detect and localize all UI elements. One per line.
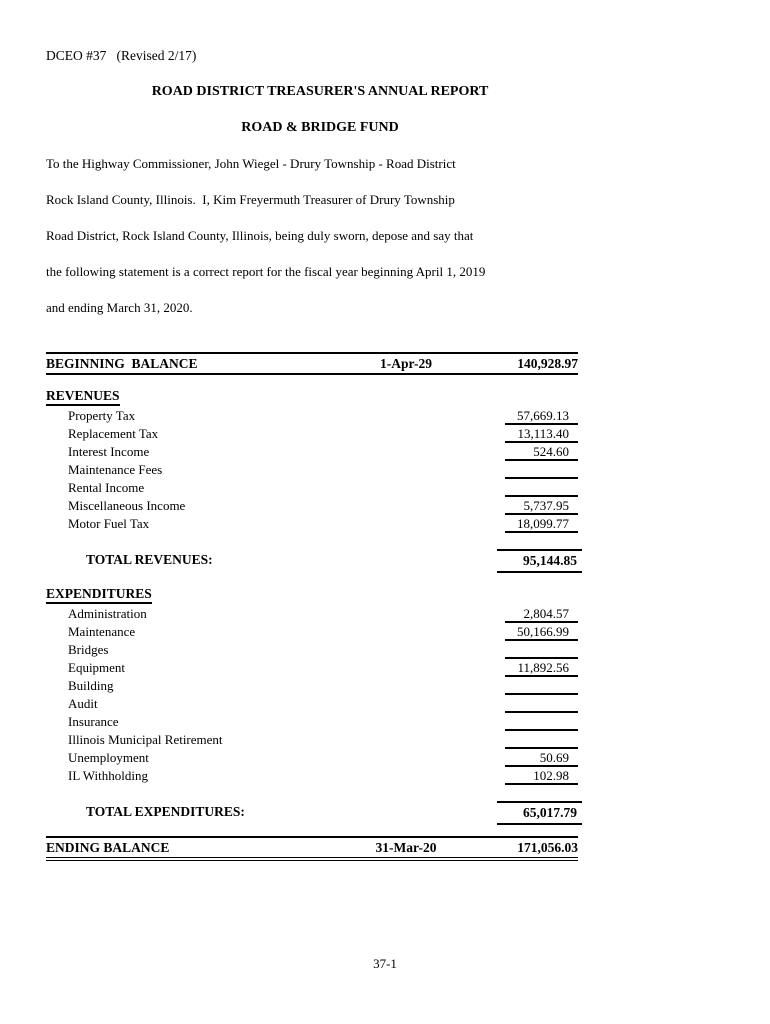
ending-balance-amount: 171,056.03	[517, 840, 578, 855]
item-label: Bridges	[68, 642, 109, 657]
expenditure-row	[46, 767, 578, 785]
total-expenditures-amount: 65,017.79	[497, 801, 582, 825]
item-amount	[505, 731, 578, 749]
intro-line: the following statement is a correct report for the fiscal year beginning April 1, 2019	[46, 264, 486, 279]
item-label: Illinois Municipal Retirement	[68, 732, 223, 747]
item-amount	[505, 641, 578, 659]
item-amount: 18,099.77	[505, 515, 578, 533]
item-amount: 5,737.95	[505, 497, 578, 515]
expenditure-row	[46, 677, 578, 695]
revenues-heading	[46, 388, 578, 404]
revenue-row	[46, 443, 578, 461]
expenditure-row	[46, 641, 578, 659]
item-label: Maintenance Fees	[68, 462, 163, 477]
expenditures-list	[46, 605, 578, 785]
form-number: DCEO #37 (Revised 2/17)	[46, 48, 197, 63]
expenditure-row	[46, 731, 578, 749]
item-label: Unemployment	[68, 750, 149, 765]
intro-line: Rock Island County, Illinois. I, Kim Freyermuth Treasurer of Drury Township	[46, 192, 455, 207]
expenditure-row	[46, 659, 578, 677]
item-label: Rental Income	[68, 480, 145, 495]
item-amount	[505, 461, 578, 479]
revenue-row	[46, 479, 578, 497]
intro-line: Road District, Rock Island County, Illinois, being duly sworn, depose and say that	[46, 228, 474, 243]
expenditure-row	[46, 713, 578, 731]
item-label: Insurance	[68, 714, 119, 729]
ending-balance-label: ENDING BALANCE	[46, 840, 170, 855]
item-label: Maintenance	[68, 624, 136, 639]
expenditure-row	[46, 749, 578, 767]
beginning-balance-date: 1-Apr-29	[380, 356, 432, 371]
item-label: Audit	[68, 696, 98, 711]
expenditure-row	[46, 695, 578, 713]
expenditure-row	[46, 623, 578, 641]
item-label: Equipment	[68, 660, 126, 675]
intro-line: To the Highway Commissioner, John Wiegel - Drury Township - Road District	[46, 156, 456, 171]
item-label: Miscellaneous Income	[68, 498, 186, 513]
beginning-balance-row	[46, 352, 578, 375]
revenue-row	[46, 425, 578, 443]
item-label: Administration	[68, 606, 147, 621]
revenues-heading-text: REVENUES	[46, 388, 120, 406]
item-amount: 13,113.40	[505, 425, 578, 443]
expenditures-heading	[46, 586, 578, 602]
total-revenues-amount: 95,144.85	[497, 549, 582, 573]
beginning-balance-label: BEGINNING BALANCE	[46, 356, 198, 371]
total-expenditures-label: TOTAL EXPENDITURES:	[86, 804, 245, 819]
item-label: Building	[68, 678, 114, 693]
item-amount	[505, 695, 578, 713]
page-title: ROAD DISTRICT TREASURER'S ANNUAL REPORT	[151, 84, 489, 99]
total-expenditures-row	[46, 801, 578, 825]
revenue-row	[46, 497, 578, 515]
ending-balance-row	[46, 836, 578, 861]
item-amount: 524.60	[505, 443, 578, 461]
expenditure-row	[46, 605, 578, 623]
item-amount: 11,892.56	[505, 659, 578, 677]
item-amount: 50.69	[505, 749, 578, 767]
revenue-row	[46, 407, 578, 425]
item-label: IL Withholding	[68, 768, 148, 783]
item-label: Interest Income	[68, 444, 150, 459]
total-revenues-label: TOTAL REVENUES:	[86, 552, 213, 567]
item-amount	[505, 479, 578, 497]
expenditures-heading-text: EXPENDITURES	[46, 586, 152, 604]
total-revenues-row	[46, 549, 578, 573]
item-amount	[505, 713, 578, 731]
item-label: Motor Fuel Tax	[68, 516, 150, 531]
page-number: 37-1	[373, 956, 397, 971]
revenue-row	[46, 515, 578, 533]
beginning-balance-amount: 140,928.97	[517, 356, 578, 371]
item-label: Property Tax	[68, 408, 136, 423]
item-amount: 2,804.57	[505, 605, 578, 623]
ending-balance-date: 31-Mar-20	[375, 840, 437, 855]
item-label: Replacement Tax	[68, 426, 159, 441]
revenue-row	[46, 461, 578, 479]
intro-line: and ending March 31, 2020.	[46, 300, 193, 315]
item-amount: 102.98	[505, 767, 578, 785]
item-amount	[505, 677, 578, 695]
fund-subtitle: ROAD & BRIDGE FUND	[241, 120, 399, 135]
item-amount: 57,669.13	[505, 407, 578, 425]
item-amount: 50,166.99	[505, 623, 578, 641]
intro-paragraph	[46, 146, 606, 326]
revenues-list	[46, 407, 578, 533]
